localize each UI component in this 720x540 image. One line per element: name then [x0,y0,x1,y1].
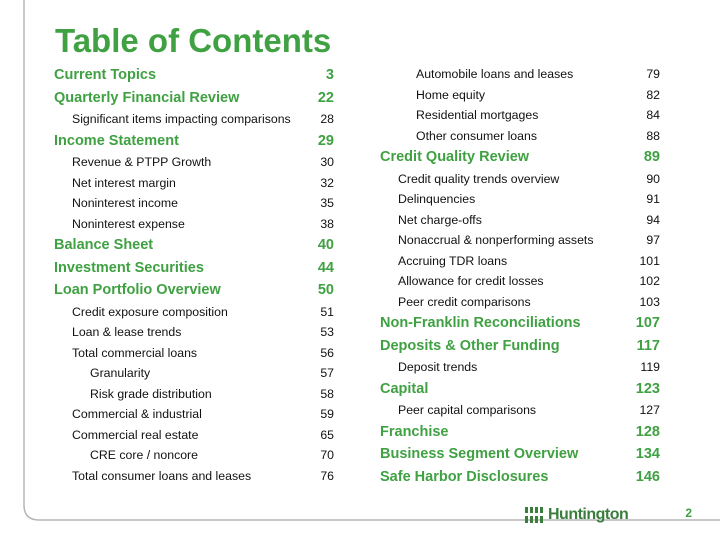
toc-entry-label: Total commercial loans [72,345,198,360]
toc-entry-label: Home equity [416,87,486,102]
toc-entry-label: Investment Securities [54,259,204,276]
toc-entry-page: 76 [320,468,334,483]
toc-entry[interactable] [380,312,660,335]
toc-entry-page: 50 [317,282,334,298]
toc-entry-page: 22 [317,89,334,106]
toc-entry[interactable] [54,302,334,323]
toc-entry[interactable] [380,64,660,85]
toc-entry-page: 127 [639,403,660,417]
toc-entry-page: 94 [646,212,660,227]
toc-entry-label: Deposits & Other Funding [380,337,560,354]
toc-entry-label: Loan Portfolio Overview [54,282,221,298]
toc-entry[interactable] [380,169,660,190]
toc-entry[interactable] [54,404,334,425]
toc-entry-page: 40 [317,237,334,253]
toc-entry[interactable] [54,109,334,130]
toc-entry-page: 90 [646,171,660,186]
toc-entry-label: Franchise [380,423,449,440]
toc-entry-page: 51 [320,304,334,319]
toc-entry[interactable] [380,251,660,272]
toc-entry-page: 134 [635,446,660,462]
toc-entry-label: Income Statement [54,132,179,149]
toc-entry-label: Net interest margin [72,175,176,190]
toc-entry[interactable] [54,257,334,280]
toc-entry-label: Total consumer loans and leases [72,468,252,483]
toc-entry-page: 53 [320,325,334,339]
toc-entry-page: 128 [635,423,660,440]
toc-entry-page: 117 [636,337,660,354]
toc-entry-label: Granularity [90,366,151,380]
toc-entry-page: 32 [320,175,334,190]
toc-entry[interactable] [54,64,334,87]
toc-entry[interactable] [54,363,334,384]
toc-entry-label: Noninterest expense [72,216,185,231]
toc-entry[interactable] [54,173,334,194]
toc-entry-label: Significant items impacting comparisons [72,112,291,126]
toc-entry-page: 30 [320,155,334,169]
toc-entry-page: 35 [320,196,334,210]
toc-entry-page: 59 [320,407,334,421]
toc-entry[interactable] [54,343,334,364]
toc-entry-label: Residential mortgages [416,108,539,122]
toc-entry-page: 91 [646,192,660,206]
toc-entry-page: 3 [325,67,334,83]
toc-entry[interactable] [54,214,334,235]
toc-entry-label: Delinquencies [398,192,476,206]
toc-entry-label: Quarterly Financial Review [54,89,240,106]
toc-entry-label: Credit exposure composition [72,304,228,319]
huntington-logo-icon [524,505,544,525]
toc-entry-label: Other consumer loans [416,128,537,143]
toc-entry[interactable] [380,210,660,231]
toc-entry-label: Loan & lease trends [72,325,182,339]
toc-entry-label: Business Segment Overview [380,446,579,462]
toc-entry-label: Commercial real estate [72,427,199,442]
toc-left-column [54,64,334,486]
toc-entry-label: Non-Franklin Reconciliations [380,315,581,331]
toc-entry-label: Current Topics [54,67,157,83]
toc-entry[interactable] [380,378,660,401]
toc-entry[interactable] [54,445,334,466]
toc-entry[interactable] [380,466,660,489]
huntington-logo-text: Huntington [548,506,629,523]
toc-entry-label: Deposit trends [398,360,478,374]
toc-entry-label: Credit Quality Review [380,149,530,165]
toc-entry-label: Accruing TDR loans [398,253,508,268]
toc-entry-page: 102 [639,274,660,288]
toc-entry-label: Automobile loans and leases [416,67,574,81]
toc-entry-label: Revenue & PTPP Growth [72,155,212,169]
toc-entry[interactable] [54,322,334,343]
toc-entry-label: Commercial & industrial [72,407,202,421]
toc-entry-label: Nonaccrual & nonperforming assets [398,233,594,247]
toc-entry[interactable] [54,152,334,173]
toc-entry[interactable] [380,357,660,378]
toc-entry-page: 57 [320,366,334,380]
toc-entry[interactable] [54,193,334,214]
toc-entry-page: 146 [635,468,660,485]
page-title: Table of Contents [55,22,332,59]
toc-entry-page: 89 [643,149,660,165]
toc-entry-label: Peer credit comparisons [398,294,531,309]
toc-right-column [380,64,660,488]
toc-entry[interactable] [380,335,660,358]
toc-entry-label: Allowance for credit losses [398,274,544,288]
toc-entry-label: Credit quality trends overview [398,171,560,186]
toc-entry-label: Risk grade distribution [90,386,212,401]
toc-entry[interactable] [380,230,660,251]
toc-entry[interactable] [380,189,660,210]
toc-entry-page: 56 [320,345,334,360]
toc-entry-page: 79 [646,67,660,81]
toc-entry[interactable] [380,146,660,169]
toc-entry[interactable] [54,425,334,446]
toc-entry[interactable] [54,234,334,257]
toc-entry[interactable] [54,466,334,487]
toc-entry[interactable] [54,130,334,153]
toc-entry-label: Noninterest income [72,196,178,210]
toc-entry-label: Safe Harbor Disclosures [380,468,549,485]
toc-entry-label: Peer capital comparisons [398,403,537,417]
toc-entry[interactable] [380,421,660,444]
page-number: 2 [685,506,692,520]
toc-entry-page: 119 [640,360,660,374]
toc-entry-page: 101 [639,253,660,268]
toc-entry[interactable] [380,85,660,106]
toc-entry[interactable] [54,384,334,405]
toc-entry-page: 70 [320,448,334,462]
toc-entry-page: 103 [639,294,660,309]
toc-entry-page: 28 [320,112,334,126]
toc-entry-page: 107 [635,315,660,331]
toc-entry[interactable] [54,279,334,302]
toc-entry[interactable] [380,292,660,313]
toc-entry[interactable] [380,443,660,466]
huntington-logo [524,505,628,525]
toc-entry-page: 44 [317,259,334,276]
toc-entry-page: 82 [646,87,660,102]
toc-entry-page: 123 [635,380,660,397]
toc-entry[interactable] [380,105,660,126]
toc-entry-page: 84 [646,108,660,122]
toc-entry-page: 88 [646,128,660,143]
toc-entry-page: 29 [317,132,334,149]
toc-entry-page: 58 [320,386,334,401]
toc-entry-label: Balance Sheet [54,237,154,253]
toc-entry-page: 38 [320,216,334,231]
toc-entry-label: Net charge-offs [398,212,482,227]
toc-entry-page: 97 [646,233,660,247]
toc-entry-page: 65 [320,427,334,442]
toc-entry[interactable] [380,400,660,421]
toc-entry[interactable] [380,126,660,147]
toc-entry[interactable] [380,271,660,292]
toc-entry[interactable] [54,87,334,110]
toc-entry-label: Capital [380,380,429,397]
toc-entry-label: CRE core / noncore [90,448,198,462]
